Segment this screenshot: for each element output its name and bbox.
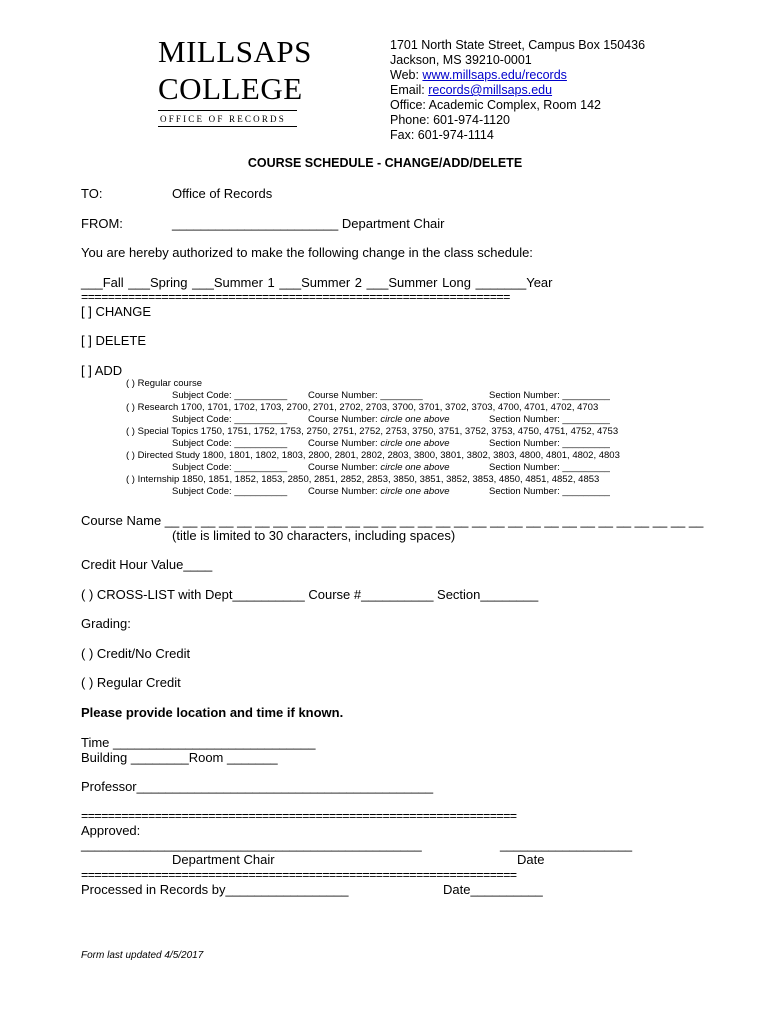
- option-research-label[interactable]: ( ) Research 1700, 1701, 1702, 1703, 2700, 2701, 2702, 2703, 3700, 3701, 3702, 3703, 4700, 4701, 4702, 4703: [126, 402, 599, 413]
- logo-line-college: COLLEGE: [158, 71, 303, 106]
- option-regular-section: Section Number: _________: [489, 390, 610, 401]
- separator-2: =================================================================: [81, 809, 517, 823]
- address-email: [390, 83, 552, 98]
- option-research-section: Section Number: _________: [489, 414, 610, 425]
- from-value[interactable]: _______________________ Department Chair: [172, 216, 445, 231]
- crosslist-field[interactable]: ( ) CROSS-LIST with Dept__________ Course #__________ Section________: [81, 587, 539, 602]
- option-internship-section: Section Number: _________: [489, 486, 610, 497]
- option-regular-subject: Subject Code: __________: [172, 390, 288, 401]
- logo-line-millsaps: MILLSAPS: [158, 34, 312, 69]
- chair-signature-line[interactable]: _________________________________________________: [81, 838, 422, 852]
- option-regular-label[interactable]: ( ) Regular course: [126, 378, 203, 389]
- date-signature-line[interactable]: ___________________: [500, 838, 633, 852]
- authorized-text: You are hereby authorized to make the following change in the class schedule:: [81, 245, 533, 260]
- time-field[interactable]: Time ____________________________: [81, 735, 316, 750]
- option-research-course: [308, 414, 450, 425]
- logo-divider-bottom: [158, 126, 297, 127]
- option-special-topics-label[interactable]: ( ) Special Topics 1750, 1751, 1752, 1753, 2750, 2751, 2752, 2753, 3750, 3751, 3752, 3753, 4750, 4751, 4752, 4753: [126, 426, 619, 437]
- course-name-field[interactable]: Course Name __ __ __ __ __ __ __ __ __ __ __ __ __ __ __ __ __ __ __ __ __ __ __ __ __ __ __ __ __ __: [81, 513, 704, 528]
- location-prompt: Please provide location and time if known.: [81, 705, 344, 720]
- logo-subtitle: OFFICE OF RECORDS: [160, 114, 286, 124]
- course-number-hint: circle one above: [380, 486, 450, 497]
- dept-chair-label: Department Chair: [172, 852, 275, 867]
- address-phone: Phone: 601-974-1120: [390, 113, 511, 127]
- term-selection[interactable]: ___Fall ___Spring ___Summer 1 ___Summer 2 ___Summer Long _______Year: [81, 275, 553, 290]
- course-number-hint: circle one above: [380, 438, 450, 449]
- course-number-label: Course Number:: [308, 438, 381, 449]
- form-footer: Form last updated 4/5/2017: [81, 950, 204, 961]
- from-label: FROM:: [81, 216, 123, 231]
- logo-divider: [158, 110, 297, 111]
- to-value: Office of Records: [172, 186, 273, 201]
- course-number-label: Course Number:: [308, 414, 381, 425]
- address-office: Office: Academic Complex, Room 142: [390, 98, 601, 112]
- professor-field[interactable]: Professor_________________________________________: [81, 779, 434, 794]
- date-label: Date: [517, 852, 545, 867]
- email-link[interactable]: records@millsaps.edu: [428, 83, 553, 97]
- option-directed-study-subject: Subject Code: __________: [172, 462, 288, 473]
- option-research-subject: Subject Code: __________: [172, 414, 288, 425]
- email-label: Email:: [390, 83, 429, 97]
- option-special-topics-section: Section Number: _________: [489, 438, 610, 449]
- processed-by-field[interactable]: Processed in Records by_________________: [81, 882, 349, 897]
- separator-1: ================================================================: [81, 290, 510, 304]
- address-street: 1701 North State Street, Campus Box 150436: [390, 38, 646, 52]
- web-link[interactable]: www.millsaps.edu/records: [422, 68, 567, 82]
- option-internship-label[interactable]: ( ) Internship 1850, 1851, 1852, 1853, 2850, 2851, 2852, 2853, 3850, 3851, 3852, 3853, 4850, 4851, 4852, 4853: [126, 474, 600, 485]
- address-web: [390, 68, 567, 83]
- approved-label: Approved:: [81, 823, 141, 838]
- option-directed-study-section: Section Number: _________: [489, 462, 610, 473]
- address-city: Jackson, MS 39210-0001: [390, 53, 532, 67]
- course-number-label: Course Number:: [308, 486, 381, 497]
- to-label: TO:: [81, 186, 103, 201]
- regular-credit-option[interactable]: ( ) Regular Credit: [81, 675, 181, 690]
- web-label: Web:: [390, 68, 423, 82]
- course-number-hint: circle one above: [380, 414, 450, 425]
- building-room-field[interactable]: Building ________Room _______: [81, 750, 278, 765]
- option-internship-subject: Subject Code: __________: [172, 486, 288, 497]
- grading-label: Grading:: [81, 616, 131, 631]
- change-checkbox[interactable]: [ ] CHANGE: [81, 304, 152, 319]
- option-directed-study-label[interactable]: ( ) Directed Study 1800, 1801, 1802, 1803, 2800, 2801, 2802, 2803, 3800, 3801, 3802, 3803, 4800, 4801, 4802, 4803: [126, 450, 620, 461]
- course-number-hint: circle one above: [380, 462, 450, 473]
- course-number-label: Course Number:: [308, 462, 381, 473]
- add-checkbox[interactable]: [ ] ADD: [81, 363, 123, 378]
- form-title: COURSE SCHEDULE - CHANGE/ADD/DELETE: [247, 156, 523, 170]
- address-fax: Fax: 601-974-1114: [390, 128, 494, 142]
- option-internship-course: [308, 486, 450, 497]
- course-number-label: Course Number: ________: [308, 390, 423, 401]
- processed-date-field[interactable]: Date__________: [443, 882, 543, 897]
- separator-3: =================================================================: [81, 868, 517, 882]
- option-special-topics-course: [308, 438, 450, 449]
- option-special-topics-subject: Subject Code: __________: [172, 438, 288, 449]
- course-name-note: (title is limited to 30 characters, including spaces): [172, 528, 456, 543]
- credit-hour-field[interactable]: Credit Hour Value____: [81, 557, 213, 572]
- option-regular-course: [308, 390, 423, 401]
- delete-checkbox[interactable]: [ ] DELETE: [81, 333, 147, 348]
- credit-no-credit-option[interactable]: ( ) Credit/No Credit: [81, 646, 191, 661]
- option-directed-study-course: [308, 462, 450, 473]
